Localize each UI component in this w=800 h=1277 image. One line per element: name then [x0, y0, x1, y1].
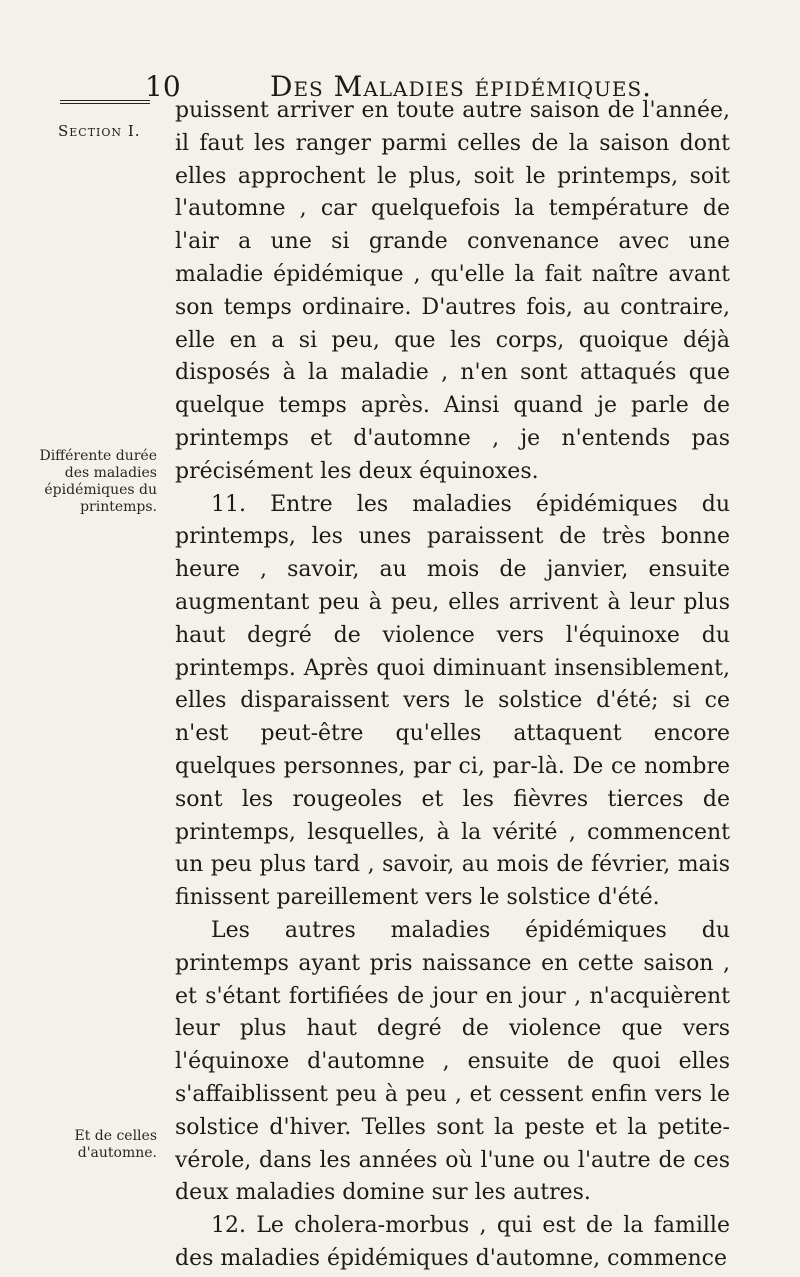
- section-rule: [60, 100, 150, 104]
- paragraph-12: 12. Le cholera-morbus , qui est de la famille des maladies épidémiques d'automne, commence: [175, 1213, 730, 1271]
- running-head: Des Maladies épidémiques.: [270, 70, 653, 103]
- page-number: 10: [145, 70, 181, 103]
- margin-note-spring: Différente durée des maladies épidémiques du printemps.: [39, 448, 157, 515]
- margin-note-autumn: Et de celles d'automne.: [74, 1128, 157, 1161]
- section-label: Section I.: [58, 122, 141, 140]
- paragraph-other-spring: Les autres maladies épidémiques du printemps ayant pris naissance en cette saison , et s'étant fortifiées de jour en jour , n'acquièrent leur plus haut degré de violence que vers l'équinoxe d'automne , ensuite de quoi elles s'affaiblissent peu à peu , et cessent enfin vers le solstice d'hiver. Telles sont la peste et la petite-vérole, dans les années où l'une ou l'autre de ces deux maladies domine sur les autres.: [175, 917, 730, 1206]
- paragraph-11: 11. Entre les maladies épidémiques du printemps, les unes paraissent de très bonne heure , savoir, au mois de janvier, ensuite augmentant peu à peu, elles arrivent à leur plus haut degré de violence vers l'équinoxe du printemps. Après quoi diminuant insensiblement, elles disparaissent vers le solstice d'été; si ce n'est peut-être qu'elles attaquent encore quelques personnes, par ci, par-là. De ce nombre sont les rougeoles et les fièvres tierces de printemps, lesquelles, à la vérité , commencent un peu plus tard , savoir, au mois de février, mais finissent pareillement vers le solstice d'été.: [175, 491, 730, 911]
- paragraph-continuation: puissent arriver en toute autre saison de l'année, il faut les ranger parmi celles de la saison dont elles approchent le plus, soit le printemps, soit l'automne , car quelquefois la température de l'air a une si grande convenance avec une maladie épidémique , qu'elle la fait naître avant son temps ordinaire. D'autres fois, au contraire, elle en a si peu, que les corps, quoique déjà disposés à la maladie , n'en sont attaqués que quelque temps après. Ainsi quand je parle de printemps et d'automne , je n'entends pas précisément les deux équinoxes.: [175, 98, 730, 484]
- body-text: [175, 95, 730, 1276]
